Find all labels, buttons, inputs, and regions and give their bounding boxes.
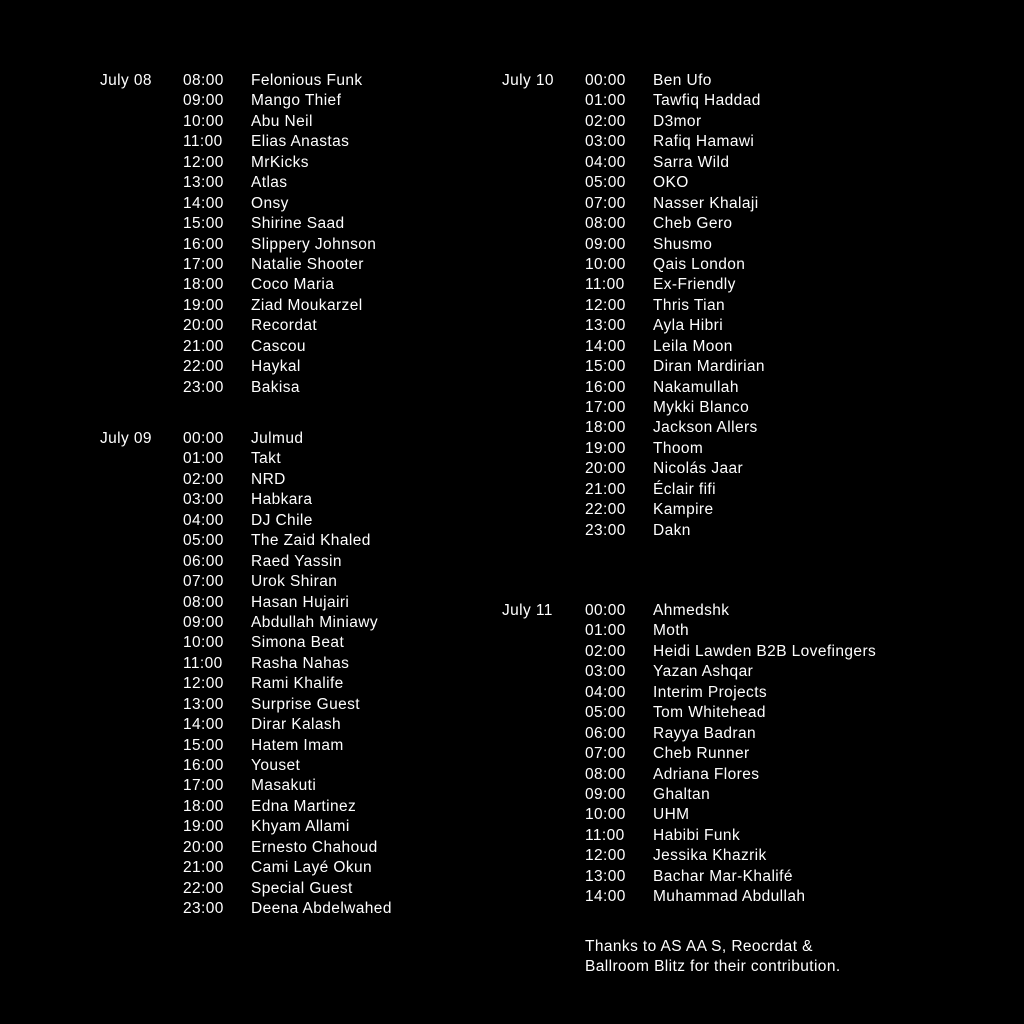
schedule-row bbox=[183, 337, 483, 357]
slot-artist: The Zaid Khaled bbox=[251, 532, 371, 550]
schedule-row bbox=[585, 805, 1005, 825]
slot-artist: Ayla Hibri bbox=[653, 317, 724, 335]
schedule-row bbox=[585, 112, 1005, 132]
schedule-row bbox=[183, 470, 483, 490]
schedule-row bbox=[183, 235, 483, 255]
slot-time: 01:00 bbox=[585, 92, 626, 110]
schedule-row bbox=[183, 296, 483, 316]
slot-artist: Hatem Imam bbox=[251, 736, 344, 754]
slot-artist: Tom Whitehead bbox=[653, 704, 766, 722]
schedule-row bbox=[183, 797, 483, 817]
slot-artist: Jackson Allers bbox=[653, 419, 758, 437]
schedule-row bbox=[585, 275, 1005, 295]
slot-time: 05:00 bbox=[585, 704, 626, 722]
slot-time: 12:00 bbox=[585, 847, 626, 865]
slot-time: 02:00 bbox=[585, 112, 626, 130]
slot-artist: Qais London bbox=[653, 255, 746, 273]
slot-time: 12:00 bbox=[183, 153, 224, 171]
slot-time: 06:00 bbox=[585, 724, 626, 742]
slot-time: 00:00 bbox=[183, 430, 224, 447]
schedule-row bbox=[585, 132, 1005, 152]
slot-artist: Heidi Lawden B2B Lovefingers bbox=[653, 642, 877, 660]
slot-artist: Cheb Gero bbox=[653, 215, 733, 233]
slot-artist: Thoom bbox=[653, 439, 704, 457]
schedule-row bbox=[585, 91, 1005, 111]
schedule-row bbox=[183, 511, 483, 531]
schedule-row bbox=[585, 765, 1005, 785]
slot-time: 15:00 bbox=[183, 736, 224, 754]
slot-artist: Ahmedshk bbox=[653, 602, 730, 619]
slot-artist: Shirine Saad bbox=[251, 215, 345, 233]
slot-time: 16:00 bbox=[183, 235, 224, 253]
slot-time: 13:00 bbox=[585, 867, 626, 885]
slot-artist: Abu Neil bbox=[251, 112, 313, 130]
slot-artist: UHM bbox=[653, 806, 690, 824]
slot-artist: Bakisa bbox=[251, 378, 300, 396]
slot-time: 00:00 bbox=[585, 602, 626, 619]
schedule-row bbox=[183, 552, 483, 572]
slot-time: 09:00 bbox=[183, 92, 224, 110]
slot-artist: Nicolás Jaar bbox=[653, 460, 744, 478]
slot-time: 02:00 bbox=[585, 642, 626, 660]
schedule-row bbox=[585, 235, 1005, 255]
slot-artist: Dakn bbox=[653, 521, 691, 539]
slot-time: 22:00 bbox=[183, 358, 224, 376]
schedule-row bbox=[183, 153, 483, 173]
slot-time: 14:00 bbox=[183, 716, 224, 734]
slot-list bbox=[585, 601, 1005, 908]
slot-artist: Habibi Funk bbox=[653, 826, 741, 844]
slot-artist: Rasha Nahas bbox=[251, 654, 350, 672]
schedule-row bbox=[585, 887, 1005, 907]
schedule-row bbox=[183, 255, 483, 275]
schedule-row bbox=[585, 418, 1005, 438]
slot-artist: Nakamullah bbox=[653, 378, 739, 396]
slot-time: 01:00 bbox=[585, 622, 626, 640]
slot-time: 10:00 bbox=[585, 806, 626, 824]
slot-artist: Ziad Moukarzel bbox=[251, 296, 363, 314]
schedule-row bbox=[183, 357, 483, 377]
slot-time: 01:00 bbox=[183, 450, 224, 468]
schedule-row bbox=[585, 601, 1005, 621]
schedule-row bbox=[183, 531, 483, 551]
slot-time: 09:00 bbox=[183, 613, 224, 631]
slot-time: 16:00 bbox=[183, 757, 224, 774]
slot-artist: MrKicks bbox=[251, 153, 309, 171]
slot-artist: Felonious Funk bbox=[251, 72, 363, 89]
slot-artist: Ghaltan bbox=[653, 785, 711, 803]
slot-time: 23:00 bbox=[585, 521, 626, 539]
slot-artist: Thris Tian bbox=[653, 296, 726, 314]
schedule-row bbox=[585, 296, 1005, 316]
slot-artist: Edna Martinez bbox=[251, 797, 357, 815]
slot-time: 16:00 bbox=[585, 378, 626, 396]
schedule-row bbox=[183, 449, 483, 469]
slot-artist: Hasan Hujairi bbox=[251, 593, 350, 611]
slot-artist: Haykal bbox=[251, 358, 301, 376]
slot-time: 21:00 bbox=[183, 337, 224, 355]
slot-time: 08:00 bbox=[183, 593, 224, 611]
day-label: July 10 bbox=[502, 72, 554, 89]
slot-artist: Jessika Khazrik bbox=[653, 847, 767, 865]
schedule-row bbox=[585, 867, 1005, 887]
slot-time: 09:00 bbox=[585, 785, 626, 803]
slot-time: 14:00 bbox=[585, 888, 626, 906]
slot-artist: Takt bbox=[251, 450, 282, 468]
slot-artist: Surprise Guest bbox=[251, 695, 360, 713]
slot-time: 15:00 bbox=[585, 358, 626, 376]
slot-artist: Muhammad Abdullah bbox=[653, 888, 806, 906]
schedule-row bbox=[183, 838, 483, 858]
slot-time: 03:00 bbox=[585, 663, 626, 681]
schedule-row bbox=[585, 724, 1005, 744]
schedule-row bbox=[585, 521, 1005, 541]
slot-artist: Interim Projects bbox=[653, 683, 768, 701]
slot-time: 02:00 bbox=[183, 470, 224, 488]
schedule-row bbox=[183, 572, 483, 592]
schedule-row bbox=[183, 214, 483, 234]
slot-time: 04:00 bbox=[585, 683, 626, 701]
schedule-row bbox=[585, 357, 1005, 377]
slot-artist: Adriana Flores bbox=[653, 765, 760, 783]
slot-artist: DJ Chile bbox=[251, 511, 313, 529]
slot-time: 19:00 bbox=[183, 296, 224, 314]
slot-time: 13:00 bbox=[183, 695, 224, 713]
schedule-row bbox=[183, 194, 483, 214]
slot-time: 09:00 bbox=[585, 235, 626, 253]
slot-artist: Ben Ufo bbox=[653, 72, 712, 89]
slot-time: 03:00 bbox=[183, 491, 224, 509]
slot-artist: Onsy bbox=[251, 194, 289, 212]
slot-artist: Cheb Runner bbox=[653, 745, 750, 763]
slot-time: 20:00 bbox=[183, 317, 224, 335]
schedule-row bbox=[585, 826, 1005, 846]
slot-time: 18:00 bbox=[183, 797, 224, 815]
schedule-row bbox=[585, 194, 1005, 214]
thanks-line-1: Thanks to AS AA S, Reocrdat & bbox=[585, 938, 813, 955]
slot-time: 18:00 bbox=[183, 276, 224, 294]
slot-artist: Ernesto Chahoud bbox=[251, 838, 378, 856]
slot-time: 18:00 bbox=[585, 419, 626, 437]
schedule-row bbox=[585, 785, 1005, 805]
slot-artist: D3mor bbox=[653, 112, 702, 130]
slot-time: 12:00 bbox=[183, 675, 224, 693]
slot-time: 13:00 bbox=[183, 174, 224, 192]
schedule-row bbox=[585, 255, 1005, 275]
slot-time: 04:00 bbox=[585, 153, 626, 171]
slot-time: 03:00 bbox=[585, 133, 626, 151]
slot-artist: Khyam Allami bbox=[251, 818, 350, 836]
slot-artist: Rami Khalife bbox=[251, 675, 344, 693]
slot-time: 10:00 bbox=[183, 634, 224, 652]
schedule-row bbox=[183, 71, 483, 91]
slot-time: 21:00 bbox=[585, 480, 626, 498]
slot-time: 20:00 bbox=[183, 838, 224, 856]
slot-time: 11:00 bbox=[585, 826, 625, 844]
slot-time: 11:00 bbox=[585, 276, 625, 294]
slot-artist: Kampire bbox=[653, 501, 714, 519]
schedule-row bbox=[585, 337, 1005, 357]
slot-artist: Tawfiq Haddad bbox=[653, 92, 761, 110]
schedule-row bbox=[183, 899, 483, 919]
slot-time: 08:00 bbox=[183, 72, 224, 89]
slot-artist: Éclair fifi bbox=[653, 480, 716, 498]
schedule-row bbox=[183, 378, 483, 398]
slot-artist: Ex-Friendly bbox=[653, 276, 736, 294]
schedule-row bbox=[585, 846, 1005, 866]
slot-artist: Recordat bbox=[251, 317, 318, 335]
slot-time: 11:00 bbox=[183, 654, 223, 672]
day-label: July 08 bbox=[100, 72, 152, 89]
slot-list bbox=[585, 71, 1005, 541]
schedule-row bbox=[585, 621, 1005, 641]
slot-artist: Slippery Johnson bbox=[251, 235, 377, 253]
schedule-row bbox=[183, 715, 483, 735]
schedule-row bbox=[183, 132, 483, 152]
slot-artist: Masakuti bbox=[251, 777, 317, 795]
slot-list bbox=[183, 429, 483, 920]
schedule-row bbox=[183, 858, 483, 878]
slot-artist: Leila Moon bbox=[653, 337, 733, 355]
slot-time: 20:00 bbox=[585, 460, 626, 478]
slot-time: 19:00 bbox=[183, 818, 224, 836]
slot-artist: Cami Layé Okun bbox=[251, 859, 373, 877]
schedule-row bbox=[585, 500, 1005, 520]
schedule-row bbox=[585, 378, 1005, 398]
slot-time: 00:00 bbox=[585, 72, 626, 89]
schedule-row bbox=[183, 490, 483, 510]
schedule-row bbox=[585, 459, 1005, 479]
slot-time: 12:00 bbox=[585, 296, 626, 314]
slot-artist: Mango Thief bbox=[251, 92, 342, 110]
slot-artist: Mykki Blanco bbox=[653, 399, 750, 416]
slot-artist: Youset bbox=[251, 757, 301, 774]
schedule-row bbox=[183, 776, 483, 796]
slot-time: 10:00 bbox=[585, 255, 626, 273]
slot-artist: Diran Mardirian bbox=[653, 358, 765, 376]
slot-time: 21:00 bbox=[183, 859, 224, 877]
slot-artist: Rafiq Hamawi bbox=[653, 133, 755, 151]
slot-artist: Abdullah Miniawy bbox=[251, 613, 379, 631]
slot-time: 11:00 bbox=[183, 133, 223, 151]
slot-artist: Deena Abdelwahed bbox=[251, 900, 392, 918]
thanks-line-2: Ballroom Blitz for their contribution. bbox=[585, 958, 841, 976]
slot-time: 23:00 bbox=[183, 900, 224, 918]
slot-time: 08:00 bbox=[585, 765, 626, 783]
schedule-row bbox=[183, 91, 483, 111]
slot-time: 14:00 bbox=[183, 194, 224, 212]
slot-artist: Coco Maria bbox=[251, 276, 335, 294]
slot-artist: Sarra Wild bbox=[653, 153, 730, 171]
slot-artist: Urok Shiran bbox=[251, 573, 338, 591]
slot-artist: Bachar Mar-Khalifé bbox=[653, 867, 793, 885]
slot-time: 17:00 bbox=[183, 777, 224, 795]
day-label: July 09 bbox=[100, 430, 152, 447]
slot-time: 22:00 bbox=[585, 501, 626, 519]
slot-time: 22:00 bbox=[183, 879, 224, 897]
slot-list bbox=[183, 71, 483, 398]
schedule-row bbox=[183, 674, 483, 694]
slot-artist: Habkara bbox=[251, 491, 313, 509]
schedule-row bbox=[183, 112, 483, 132]
schedule-row bbox=[585, 683, 1005, 703]
schedule-row bbox=[585, 480, 1005, 500]
schedule-row bbox=[585, 703, 1005, 723]
slot-artist: OKO bbox=[653, 174, 689, 192]
schedule-row bbox=[585, 71, 1005, 91]
slot-artist: Cascou bbox=[251, 337, 306, 355]
slot-time: 10:00 bbox=[183, 112, 224, 130]
schedule-row bbox=[183, 613, 483, 633]
schedule-row bbox=[183, 756, 483, 776]
slot-artist: Nasser Khalaji bbox=[653, 194, 759, 212]
slot-time: 14:00 bbox=[585, 337, 626, 355]
schedule-row bbox=[183, 633, 483, 653]
slot-time: 08:00 bbox=[585, 215, 626, 233]
slot-time: 17:00 bbox=[585, 399, 626, 416]
schedule-row bbox=[183, 695, 483, 715]
schedule-row bbox=[183, 316, 483, 336]
slot-time: 13:00 bbox=[585, 317, 626, 335]
slot-artist: Shusmo bbox=[653, 235, 713, 253]
schedule-row bbox=[585, 153, 1005, 173]
slot-artist: Raed Yassin bbox=[251, 552, 342, 570]
slot-time: 05:00 bbox=[585, 174, 626, 192]
slot-time: 19:00 bbox=[585, 439, 626, 457]
slot-time: 15:00 bbox=[183, 215, 224, 233]
schedule-row bbox=[585, 642, 1005, 662]
slot-time: 23:00 bbox=[183, 378, 224, 396]
slot-artist: Special Guest bbox=[251, 879, 353, 897]
day-label: July 11 bbox=[502, 602, 553, 619]
slot-time: 06:00 bbox=[183, 552, 224, 570]
slot-time: 05:00 bbox=[183, 532, 224, 550]
schedule-row bbox=[585, 662, 1005, 682]
schedule-row bbox=[585, 398, 1005, 418]
slot-artist: Elias Anastas bbox=[251, 133, 350, 151]
slot-time: 07:00 bbox=[183, 573, 224, 591]
schedule-row bbox=[183, 654, 483, 674]
slot-time: 04:00 bbox=[183, 511, 224, 529]
schedule-row bbox=[585, 744, 1005, 764]
slot-artist: NRD bbox=[251, 470, 286, 488]
slot-artist: Atlas bbox=[251, 174, 288, 192]
slot-artist: Simona Beat bbox=[251, 634, 345, 652]
slot-artist: Dirar Kalash bbox=[251, 716, 342, 734]
schedule-row bbox=[585, 316, 1005, 336]
slot-time: 17:00 bbox=[183, 255, 224, 273]
slot-time: 07:00 bbox=[585, 745, 626, 763]
schedule-row bbox=[183, 879, 483, 899]
schedule-row bbox=[183, 593, 483, 613]
slot-artist: Julmud bbox=[251, 430, 304, 447]
schedule-row bbox=[183, 817, 483, 837]
slot-artist: Moth bbox=[653, 622, 690, 640]
schedule-row bbox=[585, 173, 1005, 193]
schedule-row bbox=[183, 736, 483, 756]
slot-time: 07:00 bbox=[585, 194, 626, 212]
schedule-row bbox=[183, 275, 483, 295]
schedule-row bbox=[585, 214, 1005, 234]
slot-artist: Yazan Ashqar bbox=[653, 663, 754, 681]
slot-artist: Natalie Shooter bbox=[251, 255, 364, 273]
schedule-row bbox=[183, 173, 483, 193]
schedule-row bbox=[183, 429, 483, 449]
schedule-row bbox=[585, 439, 1005, 459]
thanks-note bbox=[585, 937, 1005, 978]
slot-artist: Rayya Badran bbox=[653, 724, 757, 742]
